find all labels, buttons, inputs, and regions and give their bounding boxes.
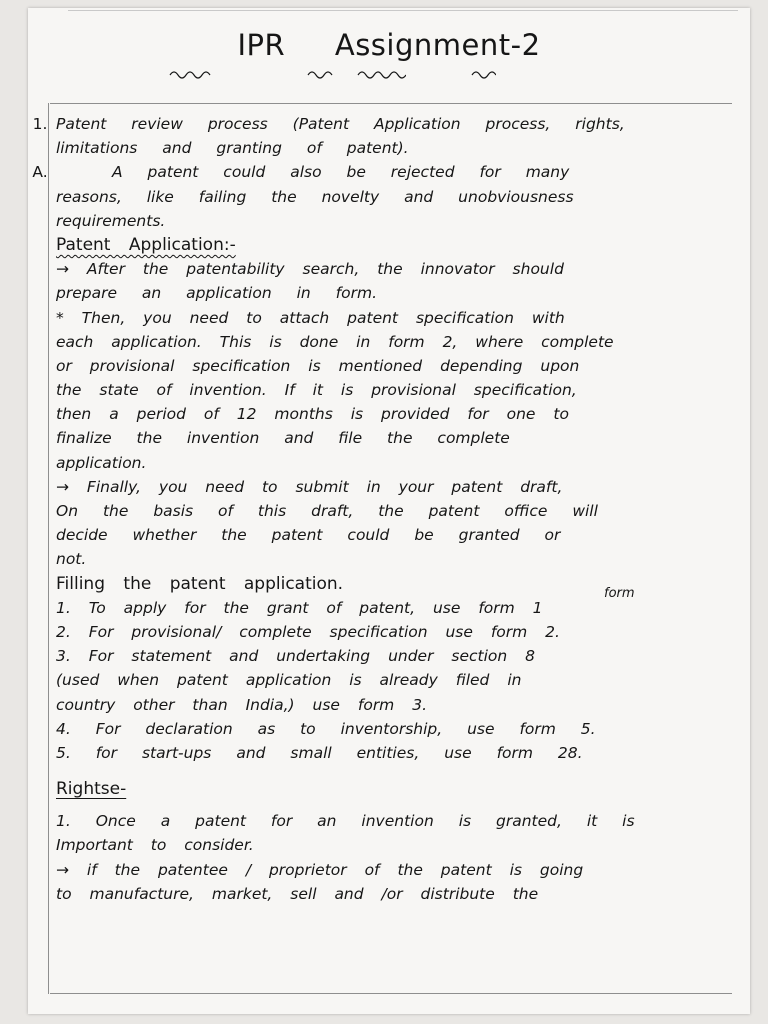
bottom-rule [50, 993, 732, 994]
page-title: IPR Assignment-2 [237, 28, 541, 62]
header-rule [50, 103, 732, 104]
patent-application-line: * Then, you need to attach patent specification with [56, 308, 565, 327]
title-underline-squiggle [470, 68, 496, 80]
rights-line: → if the patentee / proprietor of the patent is going [56, 860, 584, 879]
patent-application-line: prepare an application in form. [56, 284, 377, 303]
answer-line: requirements. [56, 211, 166, 230]
filling-line: 5. for start-ups and small entities, use form 28. [56, 743, 583, 762]
patent-application-line: the state of invention. If it is provisional specification, [56, 381, 577, 400]
filling-line: 4. For declaration as to inventorship, use form 5. [56, 719, 596, 738]
patent-application-line: each application. This is done in form 2, where complete [56, 332, 614, 351]
filling-line: 2. For provisional/ complete specification use form 2. [56, 622, 560, 641]
patent-application-line: decide whether the patent could be granted or [56, 526, 561, 545]
question-line: 1. Patent review process (Patent Application process, rights, [56, 112, 736, 136]
notebook-page [28, 8, 750, 1014]
patent-application-line: → After the patentability search, the innovator should [56, 260, 564, 279]
margin-line [48, 103, 49, 994]
section-heading: Patent Application:- [56, 234, 236, 255]
question-line: limitations and granting of patent). [56, 139, 409, 158]
question-number: 1. [32, 115, 48, 133]
patent-application-line: On the basis of this draft, the patent office will [56, 502, 598, 520]
rights-line: 1. Once a patent for an invention is granted, it is [56, 812, 635, 831]
patent-application-line: finalize the invention and file the complete [56, 429, 510, 448]
rights-line: Important to consider. [56, 836, 254, 855]
filling-line: country other than India,) use form 3. [56, 695, 428, 714]
answer-line: A. A patent could also be rejected for many [56, 160, 736, 184]
title-underline-squiggle [356, 68, 406, 80]
section-heading: Filling the patent application. [56, 573, 344, 594]
patent-application-line: not. [56, 550, 87, 569]
answer-line: reasons, like failing the novelty and unobviousness [56, 187, 574, 206]
filling-line: (used when patent application is already filed in [56, 671, 522, 690]
filling-line: 3. For statement and undertaking under section 8 [56, 647, 536, 666]
answer-label: A. [32, 163, 48, 182]
patent-application-line: application. [56, 453, 147, 472]
patent-application-line: or provisional specification is mentioned depending upon [56, 356, 580, 375]
rights-line: to manufacture, market, sell and /or distribute the [56, 884, 539, 903]
patent-application-line: → Finally, you need to submit in your patent draft, [56, 477, 563, 496]
section-heading: Rightse- [56, 779, 127, 800]
filling-line: form 1. To apply for the grant of patent, use form 1 [56, 596, 736, 620]
form-correction: form [604, 585, 635, 601]
handwritten-notes [32, 112, 736, 906]
top-rule [68, 10, 738, 11]
patent-application-line: then a period of 12 months is provided for one to [56, 405, 569, 424]
title-underline-squiggle [168, 68, 212, 80]
title-underline-squiggle [306, 68, 336, 80]
